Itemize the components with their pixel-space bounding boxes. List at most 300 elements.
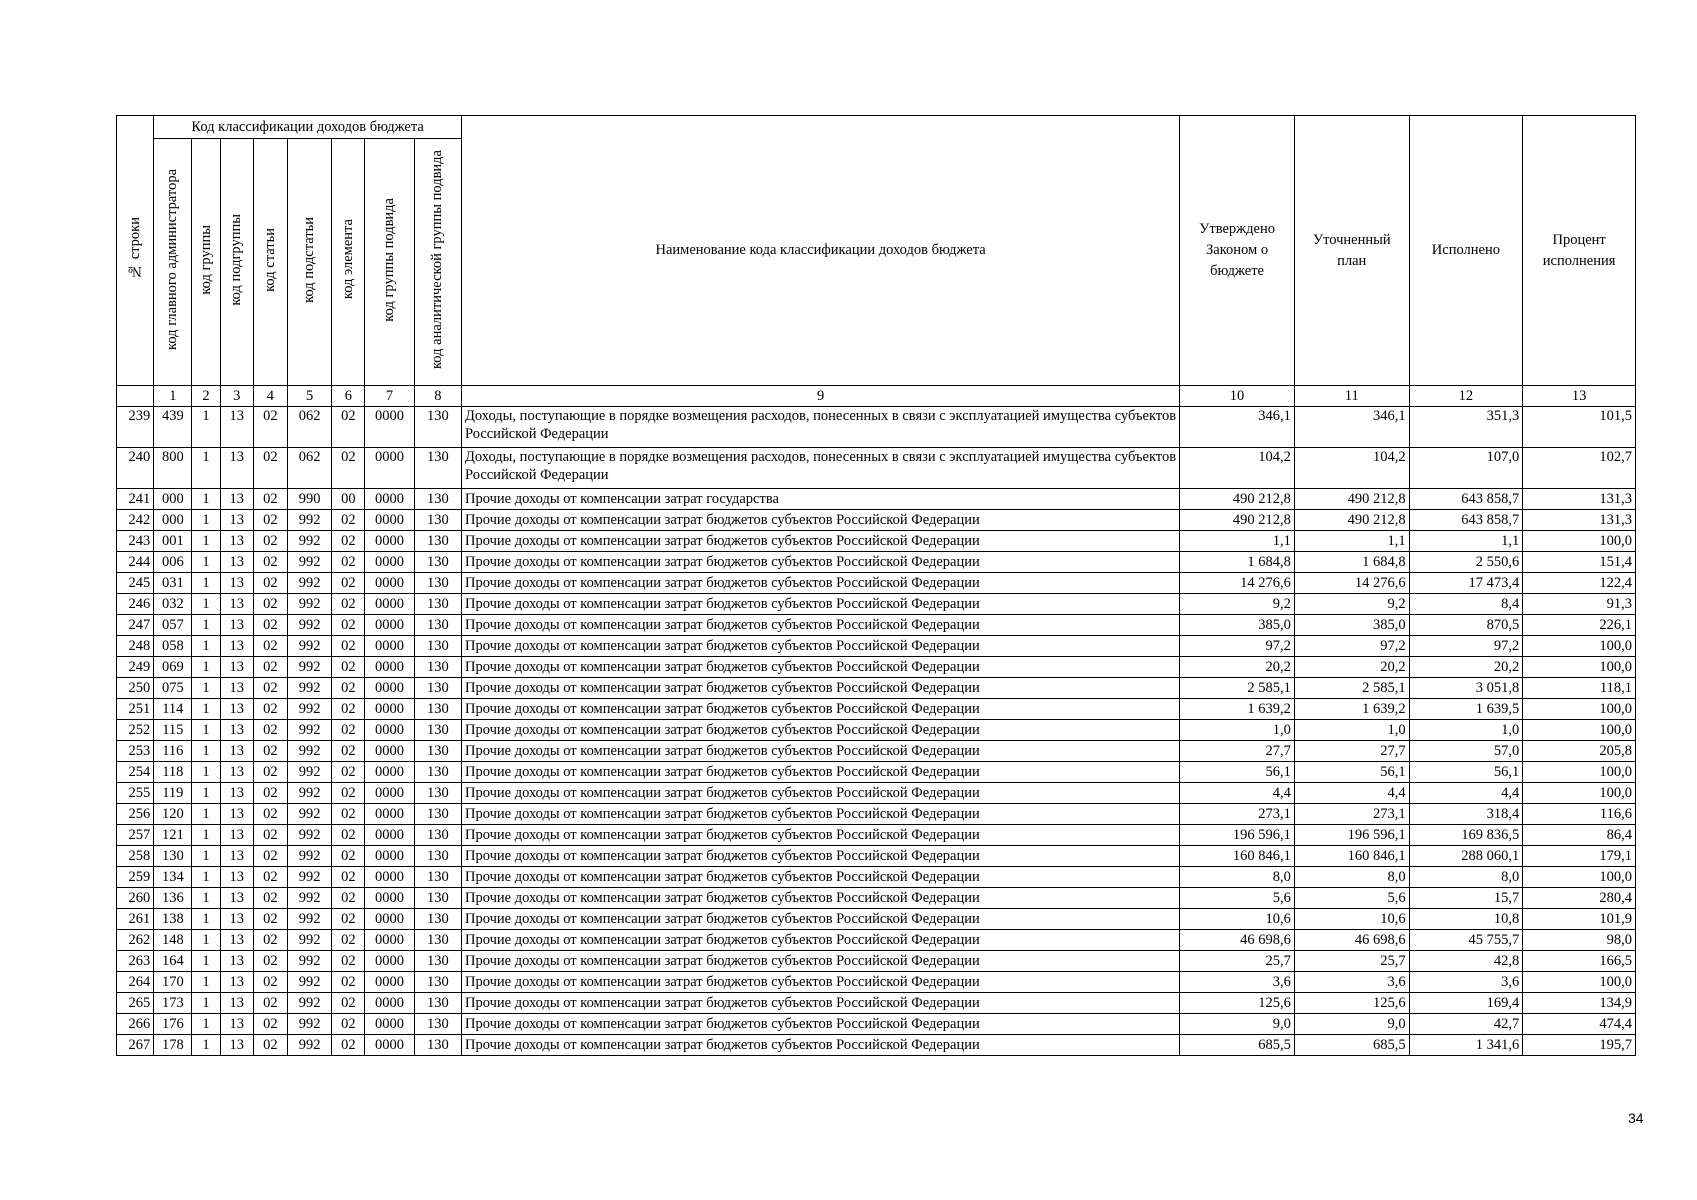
cell-approved: 1 684,8 xyxy=(1180,552,1295,573)
header-code-col: код группы xyxy=(192,139,220,386)
cell-pv: 0000 xyxy=(365,1035,414,1056)
cell-no: 244 xyxy=(117,552,154,573)
cell-grp: 1 xyxy=(192,448,220,489)
cell-pv: 0000 xyxy=(365,510,414,531)
cell-grp: 1 xyxy=(192,510,220,531)
cell-plan: 14 276,6 xyxy=(1294,573,1409,594)
cell-grp: 1 xyxy=(192,993,220,1014)
cell-name: Прочие доходы от компенсации затрат бюджетов субъектов Российской Федерации xyxy=(462,552,1180,573)
cell-pct: 100,0 xyxy=(1523,972,1636,993)
table-row xyxy=(117,951,1636,972)
cell-art: 02 xyxy=(253,720,287,741)
cell-no: 262 xyxy=(117,930,154,951)
cell-pv: 0000 xyxy=(365,448,414,489)
cell-sub: 13 xyxy=(220,930,253,951)
cell-approved: 490 212,8 xyxy=(1180,510,1295,531)
header-code-col: код группы подвида xyxy=(365,139,414,386)
header-row-no: № строки xyxy=(117,116,154,386)
table-row xyxy=(117,510,1636,531)
cell-pv: 0000 xyxy=(365,531,414,552)
cell-name: Прочие доходы от компенсации затрат бюджетов субъектов Российской Федерации xyxy=(462,888,1180,909)
cell-no: 249 xyxy=(117,657,154,678)
cell-approved: 14 276,6 xyxy=(1180,573,1295,594)
cell-art: 02 xyxy=(253,825,287,846)
table-row xyxy=(117,1035,1636,1056)
cell-exec: 351,3 xyxy=(1409,407,1523,448)
cell-name: Прочие доходы от компенсации затрат государства xyxy=(462,489,1180,510)
cell-pv: 0000 xyxy=(365,972,414,993)
cell-an: 130 xyxy=(414,804,461,825)
cell-subart: 992 xyxy=(287,678,331,699)
cell-sub: 13 xyxy=(220,573,253,594)
cell-no: 247 xyxy=(117,615,154,636)
cell-subart: 992 xyxy=(287,615,331,636)
cell-el: 02 xyxy=(332,909,365,930)
cell-exec: 643 858,7 xyxy=(1409,489,1523,510)
cell-approved: 346,1 xyxy=(1180,407,1295,448)
cell-grp: 1 xyxy=(192,888,220,909)
cell-art: 02 xyxy=(253,888,287,909)
cell-subart: 992 xyxy=(287,888,331,909)
cell-pv: 0000 xyxy=(365,615,414,636)
cell-pct: 102,7 xyxy=(1523,448,1636,489)
cell-subart: 992 xyxy=(287,636,331,657)
cell-pct: 166,5 xyxy=(1523,951,1636,972)
cell-no: 255 xyxy=(117,783,154,804)
cell-pv: 0000 xyxy=(365,657,414,678)
cell-an: 130 xyxy=(414,489,461,510)
cell-exec: 3 051,8 xyxy=(1409,678,1523,699)
cell-pct: 179,1 xyxy=(1523,846,1636,867)
cell-art: 02 xyxy=(253,489,287,510)
cell-an: 130 xyxy=(414,636,461,657)
cell-approved: 273,1 xyxy=(1180,804,1295,825)
cell-an: 130 xyxy=(414,846,461,867)
cell-no: 251 xyxy=(117,699,154,720)
cell-approved: 490 212,8 xyxy=(1180,489,1295,510)
header-approved: Утверждено Законом о бюджете xyxy=(1180,116,1295,386)
cell-art: 02 xyxy=(253,909,287,930)
cell-plan: 20,2 xyxy=(1294,657,1409,678)
cell-pv: 0000 xyxy=(365,636,414,657)
cell-grp: 1 xyxy=(192,783,220,804)
cell-pv: 0000 xyxy=(365,720,414,741)
cell-el: 02 xyxy=(332,1035,365,1056)
cell-adm: 032 xyxy=(154,594,192,615)
cell-an: 130 xyxy=(414,930,461,951)
cell-el: 02 xyxy=(332,972,365,993)
cell-plan: 490 212,8 xyxy=(1294,510,1409,531)
cell-subart: 992 xyxy=(287,867,331,888)
cell-el: 02 xyxy=(332,993,365,1014)
header-code-col: код элемента xyxy=(332,139,365,386)
cell-an: 130 xyxy=(414,867,461,888)
cell-subart: 992 xyxy=(287,825,331,846)
cell-sub: 13 xyxy=(220,407,253,448)
cell-grp: 1 xyxy=(192,489,220,510)
cell-el: 02 xyxy=(332,867,365,888)
cell-art: 02 xyxy=(253,846,287,867)
cell-art: 02 xyxy=(253,573,287,594)
cell-no: 252 xyxy=(117,720,154,741)
cell-sub: 13 xyxy=(220,615,253,636)
cell-grp: 1 xyxy=(192,1035,220,1056)
header-code-col: код подстатьи xyxy=(287,139,331,386)
cell-pct: 100,0 xyxy=(1523,762,1636,783)
table-row xyxy=(117,448,1636,489)
cell-name: Прочие доходы от компенсации затрат бюджетов субъектов Российской Федерации xyxy=(462,930,1180,951)
cell-no: 264 xyxy=(117,972,154,993)
cell-an: 130 xyxy=(414,407,461,448)
cell-no: 245 xyxy=(117,573,154,594)
cell-approved: 5,6 xyxy=(1180,888,1295,909)
cell-grp: 1 xyxy=(192,951,220,972)
cell-approved: 1,0 xyxy=(1180,720,1295,741)
table-row xyxy=(117,573,1636,594)
cell-name: Прочие доходы от компенсации затрат бюджетов субъектов Российской Федерации xyxy=(462,699,1180,720)
cell-approved: 685,5 xyxy=(1180,1035,1295,1056)
cell-sub: 13 xyxy=(220,678,253,699)
cell-exec: 8,4 xyxy=(1409,594,1523,615)
cell-pct: 98,0 xyxy=(1523,930,1636,951)
cell-el: 02 xyxy=(332,615,365,636)
cell-el: 02 xyxy=(332,825,365,846)
cell-adm: 114 xyxy=(154,699,192,720)
cell-plan: 104,2 xyxy=(1294,448,1409,489)
cell-exec: 318,4 xyxy=(1409,804,1523,825)
table-row xyxy=(117,804,1636,825)
cell-sub: 13 xyxy=(220,741,253,762)
cell-approved: 27,7 xyxy=(1180,741,1295,762)
cell-el: 02 xyxy=(332,699,365,720)
cell-no: 241 xyxy=(117,489,154,510)
cell-sub: 13 xyxy=(220,657,253,678)
cell-grp: 1 xyxy=(192,762,220,783)
cell-grp: 1 xyxy=(192,615,220,636)
cell-adm: 115 xyxy=(154,720,192,741)
header-code-col: код главного администратора xyxy=(154,139,192,386)
cell-pv: 0000 xyxy=(365,930,414,951)
table-row xyxy=(117,1014,1636,1035)
cell-an: 130 xyxy=(414,678,461,699)
cell-el: 02 xyxy=(332,930,365,951)
header-code-col: код подгруппы xyxy=(220,139,253,386)
cell-art: 02 xyxy=(253,407,287,448)
cell-adm: 173 xyxy=(154,993,192,1014)
cell-exec: 45 755,7 xyxy=(1409,930,1523,951)
cell-sub: 13 xyxy=(220,448,253,489)
cell-an: 130 xyxy=(414,993,461,1014)
budget-revenue-table xyxy=(116,115,1636,1056)
cell-art: 02 xyxy=(253,762,287,783)
cell-an: 130 xyxy=(414,573,461,594)
cell-el: 02 xyxy=(332,888,365,909)
cell-an: 130 xyxy=(414,972,461,993)
cell-subart: 992 xyxy=(287,1035,331,1056)
cell-grp: 1 xyxy=(192,804,220,825)
cell-pct: 134,9 xyxy=(1523,993,1636,1014)
header-percent: Процент исполнения xyxy=(1523,116,1636,386)
cell-grp: 1 xyxy=(192,678,220,699)
cell-pct: 122,4 xyxy=(1523,573,1636,594)
cell-subart: 062 xyxy=(287,407,331,448)
cell-exec: 15,7 xyxy=(1409,888,1523,909)
header-col-number: 8 xyxy=(414,386,461,407)
cell-plan: 490 212,8 xyxy=(1294,489,1409,510)
cell-sub: 13 xyxy=(220,552,253,573)
cell-plan: 8,0 xyxy=(1294,867,1409,888)
cell-adm: 120 xyxy=(154,804,192,825)
cell-adm: 130 xyxy=(154,846,192,867)
cell-grp: 1 xyxy=(192,407,220,448)
cell-name: Прочие доходы от компенсации затрат бюджетов субъектов Российской Федерации xyxy=(462,573,1180,594)
cell-art: 02 xyxy=(253,448,287,489)
cell-art: 02 xyxy=(253,993,287,1014)
cell-sub: 13 xyxy=(220,972,253,993)
cell-plan: 273,1 xyxy=(1294,804,1409,825)
cell-no: 261 xyxy=(117,909,154,930)
cell-pv: 0000 xyxy=(365,783,414,804)
table-row xyxy=(117,489,1636,510)
table-row xyxy=(117,531,1636,552)
cell-art: 02 xyxy=(253,972,287,993)
table-row xyxy=(117,909,1636,930)
cell-adm: 118 xyxy=(154,762,192,783)
cell-no: 239 xyxy=(117,407,154,448)
cell-plan: 1 639,2 xyxy=(1294,699,1409,720)
cell-an: 130 xyxy=(414,1014,461,1035)
cell-el: 02 xyxy=(332,657,365,678)
cell-exec: 97,2 xyxy=(1409,636,1523,657)
cell-el: 02 xyxy=(332,951,365,972)
cell-subart: 992 xyxy=(287,1014,331,1035)
cell-name: Прочие доходы от компенсации затрат бюджетов субъектов Российской Федерации xyxy=(462,783,1180,804)
cell-name: Прочие доходы от компенсации затрат бюджетов субъектов Российской Федерации xyxy=(462,972,1180,993)
cell-no: 253 xyxy=(117,741,154,762)
table-row xyxy=(117,678,1636,699)
cell-name: Прочие доходы от компенсации затрат бюджетов субъектов Российской Федерации xyxy=(462,993,1180,1014)
cell-adm: 119 xyxy=(154,783,192,804)
cell-name: Прочие доходы от компенсации затрат бюджетов субъектов Российской Федерации xyxy=(462,594,1180,615)
cell-no: 257 xyxy=(117,825,154,846)
cell-approved: 20,2 xyxy=(1180,657,1295,678)
cell-exec: 1,0 xyxy=(1409,720,1523,741)
cell-plan: 3,6 xyxy=(1294,972,1409,993)
cell-name: Прочие доходы от компенсации затрат бюджетов субъектов Российской Федерации xyxy=(462,909,1180,930)
cell-pct: 100,0 xyxy=(1523,699,1636,720)
table-row xyxy=(117,615,1636,636)
cell-el: 02 xyxy=(332,531,365,552)
cell-subart: 992 xyxy=(287,594,331,615)
cell-pct: 280,4 xyxy=(1523,888,1636,909)
cell-subart: 990 xyxy=(287,489,331,510)
cell-adm: 136 xyxy=(154,888,192,909)
header-col-number: 10 xyxy=(1180,386,1295,407)
cell-name: Прочие доходы от компенсации затрат бюджетов субъектов Российской Федерации xyxy=(462,867,1180,888)
cell-pct: 100,0 xyxy=(1523,867,1636,888)
table-row xyxy=(117,720,1636,741)
table-row xyxy=(117,993,1636,1014)
cell-no: 243 xyxy=(117,531,154,552)
cell-pv: 0000 xyxy=(365,741,414,762)
cell-plan: 9,2 xyxy=(1294,594,1409,615)
cell-no: 259 xyxy=(117,867,154,888)
cell-grp: 1 xyxy=(192,594,220,615)
cell-plan: 1,1 xyxy=(1294,531,1409,552)
cell-approved: 46 698,6 xyxy=(1180,930,1295,951)
cell-pct: 101,5 xyxy=(1523,407,1636,448)
cell-sub: 13 xyxy=(220,531,253,552)
cell-grp: 1 xyxy=(192,909,220,930)
cell-exec: 288 060,1 xyxy=(1409,846,1523,867)
cell-art: 02 xyxy=(253,678,287,699)
cell-subart: 992 xyxy=(287,510,331,531)
cell-sub: 13 xyxy=(220,909,253,930)
cell-an: 130 xyxy=(414,741,461,762)
cell-art: 02 xyxy=(253,594,287,615)
cell-sub: 13 xyxy=(220,720,253,741)
cell-pct: 226,1 xyxy=(1523,615,1636,636)
cell-an: 130 xyxy=(414,615,461,636)
cell-art: 02 xyxy=(253,783,287,804)
cell-el: 02 xyxy=(332,552,365,573)
cell-adm: 069 xyxy=(154,657,192,678)
cell-no: 258 xyxy=(117,846,154,867)
cell-sub: 13 xyxy=(220,510,253,531)
header-plan: Уточненный план xyxy=(1294,116,1409,386)
cell-pv: 0000 xyxy=(365,825,414,846)
cell-pct: 151,4 xyxy=(1523,552,1636,573)
table-row xyxy=(117,636,1636,657)
cell-subart: 992 xyxy=(287,741,331,762)
cell-approved: 9,2 xyxy=(1180,594,1295,615)
cell-no: 267 xyxy=(117,1035,154,1056)
cell-name: Прочие доходы от компенсации затрат бюджетов субъектов Российской Федерации xyxy=(462,636,1180,657)
cell-pv: 0000 xyxy=(365,573,414,594)
cell-art: 02 xyxy=(253,657,287,678)
header-col-number: 1 xyxy=(154,386,192,407)
cell-adm: 439 xyxy=(154,407,192,448)
cell-grp: 1 xyxy=(192,573,220,594)
cell-pv: 0000 xyxy=(365,888,414,909)
cell-no: 263 xyxy=(117,951,154,972)
cell-sub: 13 xyxy=(220,951,253,972)
cell-pct: 205,8 xyxy=(1523,741,1636,762)
cell-an: 130 xyxy=(414,657,461,678)
cell-exec: 2 550,6 xyxy=(1409,552,1523,573)
cell-plan: 27,7 xyxy=(1294,741,1409,762)
cell-an: 130 xyxy=(414,531,461,552)
cell-approved: 2 585,1 xyxy=(1180,678,1295,699)
cell-an: 130 xyxy=(414,510,461,531)
cell-adm: 148 xyxy=(154,930,192,951)
cell-no: 265 xyxy=(117,993,154,1014)
cell-pv: 0000 xyxy=(365,1014,414,1035)
cell-plan: 97,2 xyxy=(1294,636,1409,657)
header-group-title: Код классификации доходов бюджета xyxy=(154,116,462,139)
table-row xyxy=(117,930,1636,951)
cell-approved: 25,7 xyxy=(1180,951,1295,972)
cell-no: 254 xyxy=(117,762,154,783)
cell-el: 02 xyxy=(332,573,365,594)
cell-plan: 5,6 xyxy=(1294,888,1409,909)
cell-pv: 0000 xyxy=(365,846,414,867)
cell-approved: 10,6 xyxy=(1180,909,1295,930)
cell-exec: 870,5 xyxy=(1409,615,1523,636)
cell-subart: 992 xyxy=(287,951,331,972)
cell-pct: 100,0 xyxy=(1523,636,1636,657)
cell-sub: 13 xyxy=(220,846,253,867)
cell-approved: 1,1 xyxy=(1180,531,1295,552)
cell-adm: 121 xyxy=(154,825,192,846)
cell-plan: 160 846,1 xyxy=(1294,846,1409,867)
header-executed: Исполнено xyxy=(1409,116,1523,386)
cell-name: Прочие доходы от компенсации затрат бюджетов субъектов Российской Федерации xyxy=(462,825,1180,846)
header-col-number: 4 xyxy=(253,386,287,407)
cell-name: Прочие доходы от компенсации затрат бюджетов субъектов Российской Федерации xyxy=(462,510,1180,531)
cell-name: Прочие доходы от компенсации затрат бюджетов субъектов Российской Федерации xyxy=(462,804,1180,825)
cell-name: Прочие доходы от компенсации затрат бюджетов субъектов Российской Федерации xyxy=(462,678,1180,699)
cell-el: 02 xyxy=(332,783,365,804)
cell-sub: 13 xyxy=(220,762,253,783)
header-col-number: 7 xyxy=(365,386,414,407)
cell-grp: 1 xyxy=(192,972,220,993)
cell-art: 02 xyxy=(253,930,287,951)
cell-approved: 125,6 xyxy=(1180,993,1295,1014)
cell-subart: 992 xyxy=(287,657,331,678)
cell-approved: 196 596,1 xyxy=(1180,825,1295,846)
cell-pct: 100,0 xyxy=(1523,720,1636,741)
cell-art: 02 xyxy=(253,867,287,888)
cell-no: 248 xyxy=(117,636,154,657)
cell-adm: 178 xyxy=(154,1035,192,1056)
cell-pv: 0000 xyxy=(365,699,414,720)
cell-adm: 000 xyxy=(154,489,192,510)
cell-an: 130 xyxy=(414,762,461,783)
cell-plan: 25,7 xyxy=(1294,951,1409,972)
cell-name: Доходы, поступающие в порядке возмещения расходов, понесенных в связи с эксплуатацией имущества субъектов Российской Федерации xyxy=(462,448,1180,489)
table-row xyxy=(117,825,1636,846)
cell-plan: 4,4 xyxy=(1294,783,1409,804)
cell-art: 02 xyxy=(253,636,287,657)
cell-an: 130 xyxy=(414,699,461,720)
cell-subart: 992 xyxy=(287,720,331,741)
cell-art: 02 xyxy=(253,615,287,636)
cell-plan: 125,6 xyxy=(1294,993,1409,1014)
cell-el: 02 xyxy=(332,407,365,448)
page-number: 34 xyxy=(1628,1110,1644,1126)
cell-exec: 8,0 xyxy=(1409,867,1523,888)
cell-el: 02 xyxy=(332,762,365,783)
cell-adm: 138 xyxy=(154,909,192,930)
cell-sub: 13 xyxy=(220,1014,253,1035)
cell-sub: 13 xyxy=(220,594,253,615)
table-row xyxy=(117,783,1636,804)
cell-pv: 0000 xyxy=(365,909,414,930)
cell-art: 02 xyxy=(253,1035,287,1056)
cell-approved: 160 846,1 xyxy=(1180,846,1295,867)
table-row xyxy=(117,888,1636,909)
cell-art: 02 xyxy=(253,552,287,573)
cell-adm: 057 xyxy=(154,615,192,636)
cell-plan: 56,1 xyxy=(1294,762,1409,783)
cell-grp: 1 xyxy=(192,741,220,762)
cell-exec: 169,4 xyxy=(1409,993,1523,1014)
cell-plan: 685,5 xyxy=(1294,1035,1409,1056)
cell-el: 02 xyxy=(332,510,365,531)
cell-grp: 1 xyxy=(192,636,220,657)
cell-adm: 000 xyxy=(154,510,192,531)
